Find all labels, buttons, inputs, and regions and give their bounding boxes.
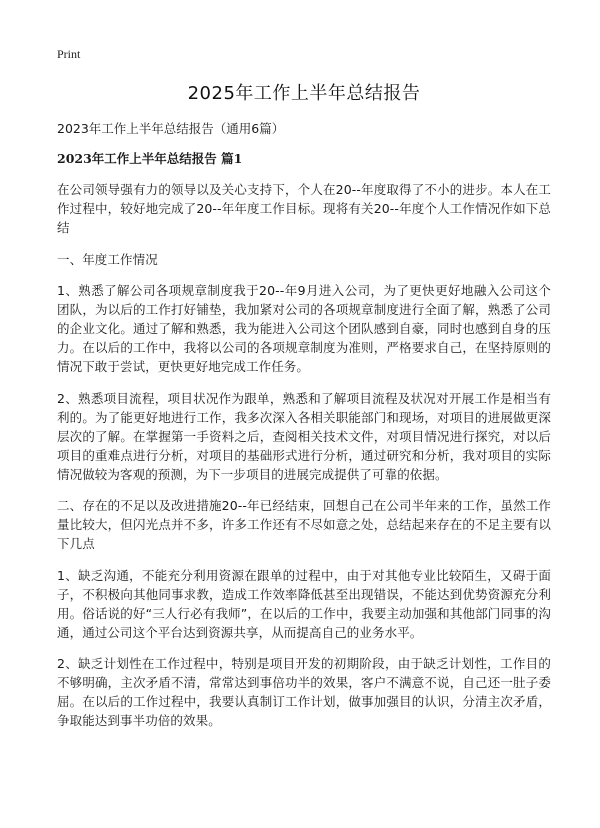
page-title: 2025年工作上半年总结报告 bbox=[187, 83, 421, 104]
paragraph-heading-work-status: 一、年度工作情况 bbox=[57, 251, 158, 267]
paragraph-intro: 在公司领导强有力的领导以及关心支持下，个人在20--年度取得了不小的进步。本人在工作过程中，较好地完成了20--年年度工作目标。现将有关20--年度个人工作情况作如下总结 bbox=[57, 182, 551, 235]
section-heading: 2023年工作上半年总结报告 篇1 bbox=[57, 151, 243, 166]
document-body bbox=[57, 80, 551, 743]
paragraph-item: 2、缺乏计划性在工作过程中，特别是项目开发的初期阶段，由于缺乏计划性，工作目的不够明确，主次矛盾不清，常常达到事倍功半的效果，客户不满意不说，自己还一肚子委屈。在以后的工作过程中，我要认真制订工作计划，做事加强目的认识，分清主次矛盾，争取能达到事半功倍的效果。 bbox=[57, 656, 551, 728]
paragraph-shortcomings: 二、存在的不足以及改进措施20--年已经结束，回想自己在公司半年来的工作，虽然工作量比较大，但闪光点并不多，许多工作还有不尽如意之处，总结起来存在的不足主要有以下几点 bbox=[57, 498, 551, 551]
document-subtitle: 2023年工作上半年总结报告（通用6篇） bbox=[57, 121, 285, 136]
paragraph-item: 1、熟悉了解公司各项规章制度我于20--年9月进入公司，为了更快更好地融入公司这个团队，为以后的工作打好铺垫，我加紧对公司的各项规章制度进行全面了解，熟悉了公司的企业文化。通过了解和熟悉，我为能进入公司这个团队感到自豪，同时也感到自身的压力。在以后的工作中，我将以公司的各项规章制度为准则，严格要求自己，在坚持原则的情况下敢于尝试，更快更好地完成工作任务。 bbox=[57, 283, 551, 374]
print-link[interactable]: Print bbox=[57, 47, 81, 61]
paragraph-item: 1、缺乏沟通，不能充分利用资源在跟单的过程中，由于对其他专业比较陌生，又碍于面子，不积极向其他同事求教，造成工作效率降低甚至出现错误，不能达到优势资源充分利用。俗话说的好“三人行必有我师”，在以后的工作中，我要主动加强和其他部门同事的沟通，通过公司这个平台达到资源共享，从而提高自己的业务水平。 bbox=[57, 567, 551, 640]
paragraph-item: 2、熟悉项目流程，项目状况作为跟单，熟悉和了解项目流程及状况对开展工作是相当有利的。为了能更好地进行工作，我多次深入各相关职能部门和现场，对项目的进展做更深层次的了解。在掌握第一手资料之后，查阅相关技术文件，对项目情况进行探究，对以后项目的重难点进行分析，对项目的基础形式进行分析，通过研究和分析，我对项目的实际情况做较为客观的预测，为下一步项目的进展完成提供了可靠的依据。 bbox=[57, 390, 551, 482]
